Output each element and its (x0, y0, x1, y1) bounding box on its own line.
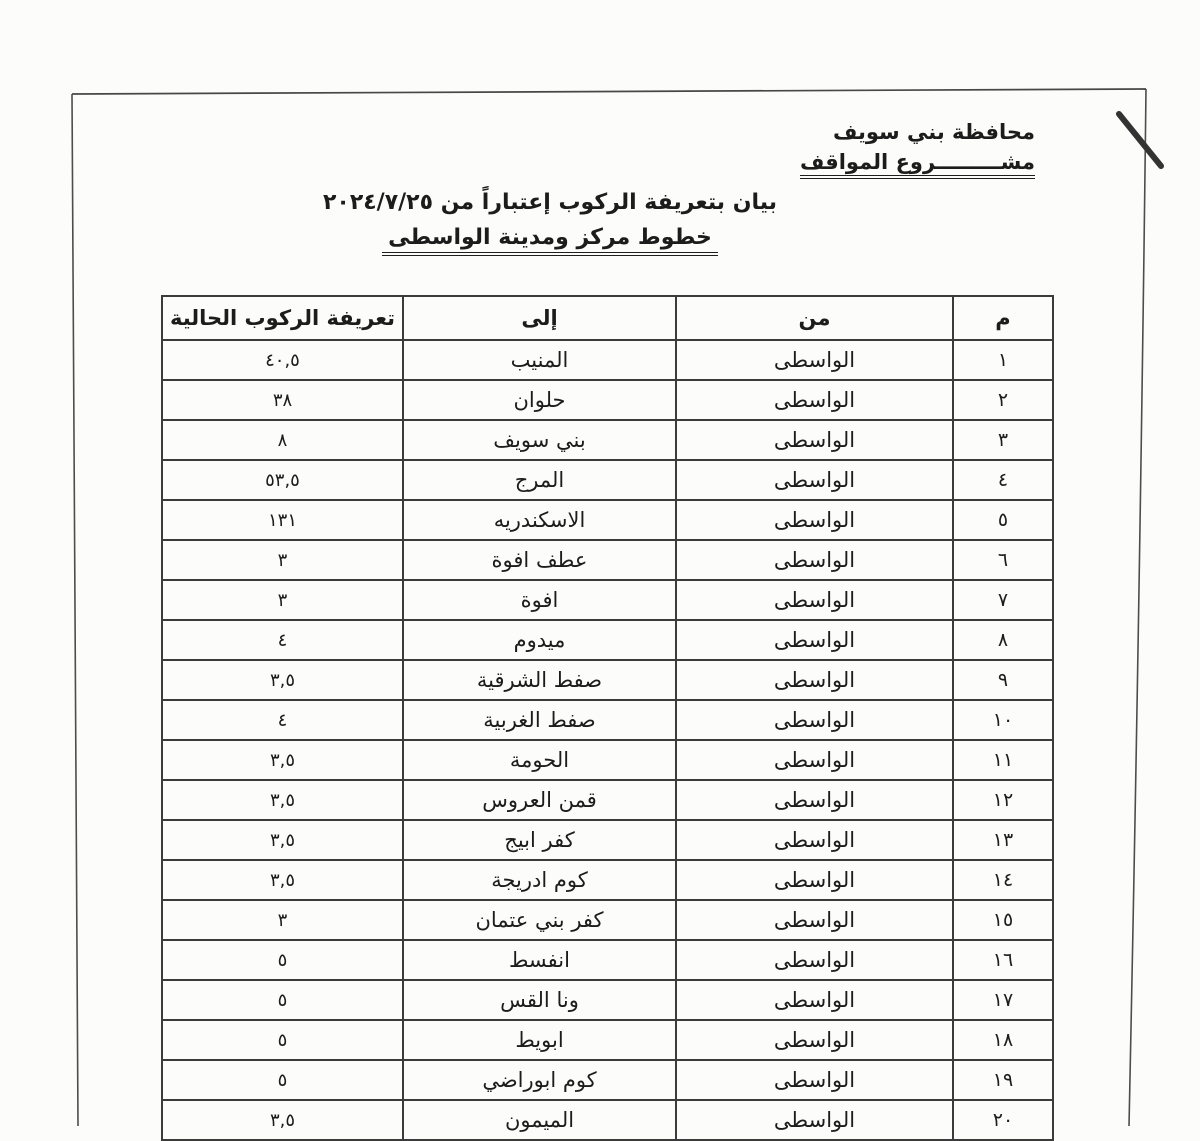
table-row (162, 740, 1053, 780)
row-number: ٧ (953, 580, 1053, 620)
table-row (162, 980, 1053, 1020)
table-row (162, 540, 1053, 580)
from-cell: الواسطى (676, 820, 953, 860)
to-cell: حلوان (403, 380, 676, 420)
to-cell: الاسكندريه (403, 500, 676, 540)
fare-cell: ٣٨ (162, 380, 403, 420)
from-cell: الواسطى (676, 580, 953, 620)
fare-cell: ٣,٥ (162, 660, 403, 700)
from-cell: الواسطى (676, 860, 953, 900)
to-cell: المرج (403, 460, 676, 500)
page-border-left (72, 94, 78, 1126)
row-number: ٦ (953, 540, 1053, 580)
from-cell: الواسطى (676, 700, 953, 740)
row-number: ٢٠ (953, 1100, 1053, 1140)
fare-cell: ٣,٥ (162, 740, 403, 780)
fare-cell: ٣ (162, 580, 403, 620)
to-cell: صفط الغربية (403, 700, 676, 740)
to-cell: كفر بني عتمان (403, 900, 676, 940)
document-title: بيان بتعريفة الركوب إعتباراً من ٢٠٢٤/٧/٢٥ (322, 190, 778, 215)
fare-table (161, 295, 1054, 1141)
table-row (162, 820, 1053, 860)
fare-cell: ٣,٥ (162, 820, 403, 860)
fare-cell: ٥ (162, 1060, 403, 1100)
row-number: ١ (953, 340, 1053, 380)
from-cell: الواسطى (676, 940, 953, 980)
from-cell: الواسطى (676, 740, 953, 780)
table-row (162, 900, 1053, 940)
to-cell: بني سويف (403, 420, 676, 460)
from-cell: الواسطى (676, 660, 953, 700)
row-number: ٤ (953, 460, 1053, 500)
table-row (162, 1020, 1053, 1060)
table-row (162, 380, 1053, 420)
page-border-right (1129, 89, 1146, 1126)
from-cell: الواسطى (676, 900, 953, 940)
table-row (162, 940, 1053, 980)
pen-mark (1119, 114, 1161, 166)
title-block (150, 190, 950, 256)
from-cell: الواسطى (676, 500, 953, 540)
from-cell: الواسطى (676, 540, 953, 580)
table-row (162, 460, 1053, 500)
governorate-name: محافظة بني سويف (832, 120, 1035, 144)
fare-cell: ٥ (162, 1020, 403, 1060)
fare-cell: ٥٣,٥ (162, 460, 403, 500)
row-number: ١١ (953, 740, 1053, 780)
to-cell: ونا القس (403, 980, 676, 1020)
table-row (162, 1060, 1053, 1100)
row-number: ٨ (953, 620, 1053, 660)
page-border-top (72, 89, 1146, 94)
row-number: ١٥ (953, 900, 1053, 940)
from-cell: الواسطى (676, 460, 953, 500)
fare-cell: ٣,٥ (162, 780, 403, 820)
table-row (162, 340, 1053, 380)
table-row (162, 1100, 1053, 1140)
table-row (162, 860, 1053, 900)
row-number: ١٦ (953, 940, 1053, 980)
to-cell: كفر ابيج (403, 820, 676, 860)
from-cell: الواسطى (676, 1020, 953, 1060)
to-cell: ميدوم (403, 620, 676, 660)
row-number: ١٧ (953, 980, 1053, 1020)
fare-cell: ٥ (162, 980, 403, 1020)
fare-table-body (162, 340, 1053, 1140)
table-row (162, 780, 1053, 820)
header-number: م (953, 296, 1053, 340)
to-cell: ابويط (403, 1020, 676, 1060)
to-cell: المنيب (403, 340, 676, 380)
from-cell: الواسطى (676, 420, 953, 460)
row-number: ١٨ (953, 1020, 1053, 1060)
header-to: إلى (403, 296, 676, 340)
from-cell: الواسطى (676, 780, 953, 820)
table-row (162, 660, 1053, 700)
from-cell: الواسطى (676, 1100, 953, 1140)
row-number: ١٣ (953, 820, 1053, 860)
from-cell: الواسطى (676, 340, 953, 380)
document-subtitle: خطوط مركز ومدينة الواسطى (382, 225, 718, 256)
to-cell: كوم ابوراضي (403, 1060, 676, 1100)
header-row (162, 296, 1053, 340)
to-cell: قمن العروس (403, 780, 676, 820)
fare-cell: ٤ (162, 620, 403, 660)
org-header (800, 120, 1035, 179)
to-cell: افوة (403, 580, 676, 620)
row-number: ٢ (953, 380, 1053, 420)
to-cell: الميمون (403, 1100, 676, 1140)
row-number: ٩ (953, 660, 1053, 700)
fare-cell: ١٣١ (162, 500, 403, 540)
fare-table-header (162, 296, 1053, 340)
table-row (162, 700, 1053, 740)
fare-cell: ٣,٥ (162, 860, 403, 900)
to-cell: صفط الشرقية (403, 660, 676, 700)
from-cell: الواسطى (676, 980, 953, 1020)
project-name: مشـــــــــروع المواقف (800, 150, 1035, 179)
to-cell: كوم ادريجة (403, 860, 676, 900)
row-number: ١٩ (953, 1060, 1053, 1100)
header-from: من (676, 296, 953, 340)
table-row (162, 500, 1053, 540)
row-number: ٥ (953, 500, 1053, 540)
row-number: ١٢ (953, 780, 1053, 820)
from-cell: الواسطى (676, 620, 953, 660)
to-cell: الحومة (403, 740, 676, 780)
fare-cell: ٣,٥ (162, 1100, 403, 1140)
fare-cell: ٥ (162, 940, 403, 980)
table-row (162, 620, 1053, 660)
to-cell: انفسط (403, 940, 676, 980)
fare-cell: ٨ (162, 420, 403, 460)
fare-cell: ٣ (162, 900, 403, 940)
from-cell: الواسطى (676, 380, 953, 420)
fare-cell: ٣ (162, 540, 403, 580)
to-cell: عطف افوة (403, 540, 676, 580)
fare-cell: ٤٠,٥ (162, 340, 403, 380)
row-number: ٣ (953, 420, 1053, 460)
table-row (162, 420, 1053, 460)
table-row (162, 580, 1053, 620)
fare-cell: ٤ (162, 700, 403, 740)
row-number: ١٤ (953, 860, 1053, 900)
from-cell: الواسطى (676, 1060, 953, 1100)
row-number: ١٠ (953, 700, 1053, 740)
header-fare: تعريفة الركوب الحالية (162, 296, 403, 340)
